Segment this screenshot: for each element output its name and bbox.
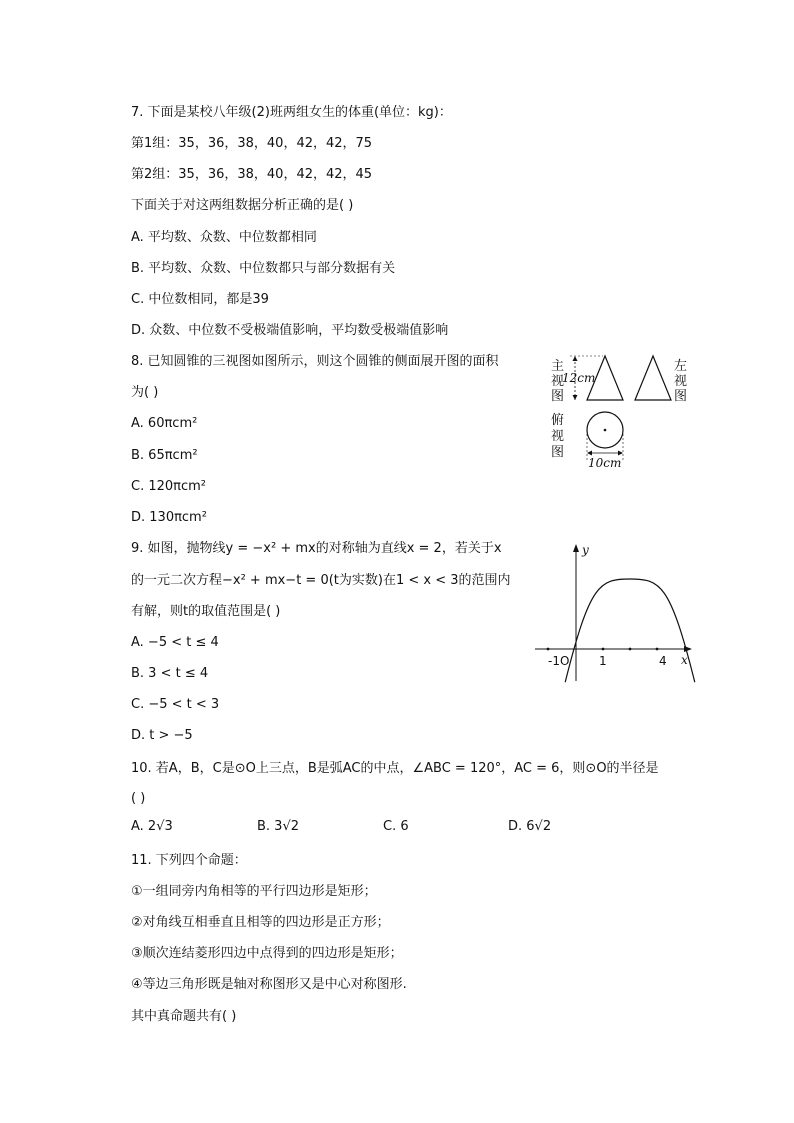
q9-option-b: B. 3 < t ≤ 4 xyxy=(131,666,209,681)
q11-stem: 11. 下列四个命题： xyxy=(131,853,247,868)
q7-option-c: C. 中位数相同，都是39 xyxy=(131,292,269,307)
tick-label-1: 1 xyxy=(599,654,607,668)
q10-line1: 10. 若A，B，C是⊙O上三点，B是弧AC的中点，∠ABC = 120°，AC = 6，则⊙O的半径是 xyxy=(131,761,659,776)
q8-stem-line2: 为( ) xyxy=(131,385,159,400)
q8-stem-line1: 8. 已知圆锥的三视图如图所示，则这个圆锥的侧面展开图的面积 xyxy=(131,354,499,369)
side-view-triangle xyxy=(635,356,671,400)
q10-option-c: C. 6 xyxy=(383,819,409,834)
q7-group2: 第2组：35，36，38，40，42，42，45 xyxy=(131,167,373,182)
q10-options-row xyxy=(131,819,731,839)
top-view-label-1: 俯 xyxy=(551,413,565,428)
front-view-label-3: 图 xyxy=(551,389,565,404)
diameter-label: 10cm xyxy=(588,456,622,470)
q11-item-1: ①一组同旁内角相等的平行四边形是矩形； xyxy=(131,884,377,899)
q9-option-a: A. −5 < t ≤ 4 xyxy=(131,635,219,650)
q9-option-c: C. −5 < t < 3 xyxy=(131,697,220,712)
tick-label-4: 4 xyxy=(659,654,667,668)
y-axis-label: y xyxy=(582,543,589,557)
q8-option-a: A. 60πcm² xyxy=(131,416,198,431)
side-view-label-3: 图 xyxy=(674,389,688,404)
q10-option-b: B. 3√2 xyxy=(257,819,300,834)
top-view-label-3: 图 xyxy=(551,445,565,460)
q8-option-d: D. 130πcm² xyxy=(131,510,207,525)
q11-item-2: ②对角线互相垂直且相等的四边形是正方形； xyxy=(131,915,390,930)
q9-line1: 9. 如图，抛物线y = −x² + mx的对称轴为直线x = 2，若关于x xyxy=(131,541,502,556)
height-label: 12cm xyxy=(562,371,596,385)
q11-item-4: ④等边三角形既是轴对称图形又是中心对称图形. xyxy=(131,977,407,992)
x-axis-label: x xyxy=(681,653,688,667)
q7-option-b: B. 平均数、众数、中位数都只与部分数据有关 xyxy=(131,261,396,276)
q7-option-d: D. 众数、中位数不受极端值影响，平均数受极端值影响 xyxy=(131,323,449,338)
cone-three-views-figure xyxy=(540,350,710,475)
top-view-center-dot xyxy=(604,429,607,432)
q11-item-3: ③顺次连结菱形四边中点得到的四边形是矩形； xyxy=(131,946,403,961)
side-view-label-1: 左 xyxy=(674,359,688,374)
q10-option-a: A. 2√3 xyxy=(131,819,173,834)
q10-option-d: D. 6√2 xyxy=(508,819,552,834)
q7-group1: 第1组：35，36，38，40，42，42，75 xyxy=(131,136,373,151)
origin-label: -1O xyxy=(548,654,570,668)
q9-line3: 有解，则t的取值范围是( ) xyxy=(131,604,281,619)
q9-line2: 的一元二次方程−x² + mx−t = 0(t为实数)在1 < x < 3的范围内 xyxy=(131,573,511,588)
q7-ask: 下面关于对这两组数据分析正确的是( ) xyxy=(131,198,354,213)
parabola-curve xyxy=(565,579,695,682)
side-view-label-2: 视 xyxy=(674,374,688,389)
front-view-label-2: 视 xyxy=(551,374,565,389)
parabola-figure xyxy=(530,538,700,683)
q10-line2: ( ) xyxy=(131,791,146,806)
q7-option-a: A. 平均数、众数、中位数都相同 xyxy=(131,230,317,245)
q11-ask: 其中真命题共有( ) xyxy=(131,1009,237,1024)
q8-option-c: C. 120πcm² xyxy=(131,479,207,494)
q7-stem: 7. 下面是某校八年级(2)班两组女生的体重(单位：kg)： xyxy=(131,105,452,120)
q9-option-d: D. t > −5 xyxy=(131,728,193,743)
top-view-label-2: 视 xyxy=(551,429,565,444)
q8-option-b: B. 65πcm² xyxy=(131,448,198,463)
front-view-label-1: 主 xyxy=(551,359,565,374)
